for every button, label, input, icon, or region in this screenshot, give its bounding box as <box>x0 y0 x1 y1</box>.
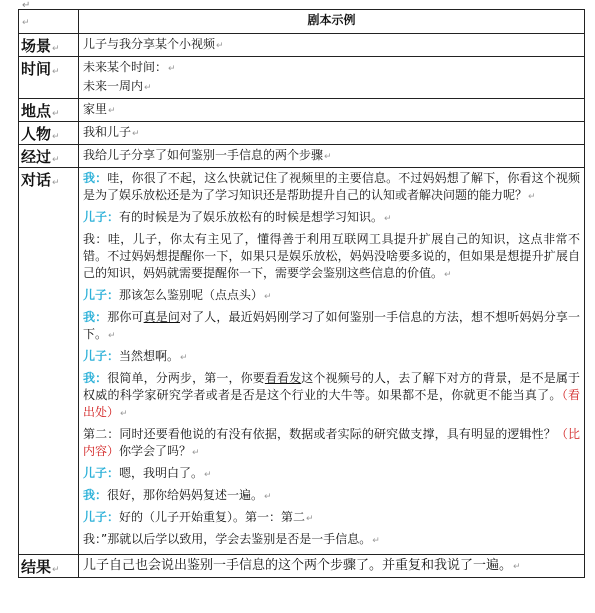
dialogue-text: 真是问 <box>143 310 180 324</box>
dialogue-line: 儿子：好的（儿子开始重复）。第一：第二↵ <box>83 510 314 524</box>
dialogue-text: 看看发 <box>264 371 302 385</box>
dialogue-line: 儿子：有的时候是为了娱乐放松有的时候是想学习知识。↵ <box>83 210 392 224</box>
speaker-label: 我： <box>83 371 108 385</box>
value-people: 我和儿子↵ <box>79 122 585 145</box>
value-result: 儿子自己也会说出鉴别一手信息的这个两个步骤了。并重复和我说了一遍。↵ <box>79 555 585 578</box>
paragraph-mark: ↵ <box>22 0 31 11</box>
label-result: 结果↵ <box>19 555 79 578</box>
row-process <box>19 145 585 168</box>
value-place: 家里↵ <box>79 99 585 122</box>
value-time: 未来某个时间：↵ 未来一周内↵ <box>79 57 585 99</box>
speaker-label: 我： <box>83 310 108 324</box>
speaker-label: 我： <box>83 488 108 502</box>
speaker-label: 我： <box>83 171 108 185</box>
dialogue-text: 哇，你很了不起，这么快就记住了视频里的主要信息。不过妈妈想了解下，你看这个视频是为了娱乐放松还是为了学习知识还是帮助提升自己的认知或者解决问题的能力呢？ <box>83 171 580 202</box>
dialogue-line: 我：很好，那你给妈妈复述一遍。↵ <box>83 488 272 502</box>
dialogue-line: 儿子：嗯，我明白了。↵ <box>83 466 212 480</box>
dialogue-text: 那该怎么鉴别呢（点点头） <box>119 288 264 302</box>
row-place <box>19 99 585 122</box>
header-left-cell: ↵ <box>19 10 79 34</box>
dialogue-text: 你学会了吗？ <box>119 444 192 458</box>
dialogue-text: 很简单，分两步，第一，你要 <box>107 371 265 385</box>
dialogue-text: 第二：同时还要看他说的有没有依据，数据或者实际的研究做支撑，具有明显的逻辑性？ <box>83 427 556 441</box>
dialogue-line: 我：哇，你很了不起，这么快就记住了视频里的主要信息。不过妈妈想了解下，你看这个视频是为了娱乐放松还是为了学习知识还是帮助提升自己的认知或者解决问题的能力呢？↵ <box>83 171 580 202</box>
dialogue-line: 我：那你可真是问对了人，最近妈妈刚学习了如何鉴别一手信息的方法，想不想听妈妈分享一下。↵ <box>83 310 580 341</box>
value-dialogue <box>79 168 585 555</box>
dialogue-text: 这个视频号的人，去了解下对方的背景，是不是属于权威的科学家研究学者或者是否是这个行业的大牛等。如果都不是，你就更不能当真了。 <box>83 371 580 402</box>
label-place: 地点↵ <box>19 99 79 122</box>
speaker-label: 儿子： <box>83 349 120 363</box>
highlight-note: （看出处） <box>83 388 580 419</box>
speaker-label: 儿子： <box>83 210 120 224</box>
row-scene <box>19 34 585 57</box>
label-time: 时间↵ <box>19 57 79 99</box>
label-people: 人物↵ <box>19 122 79 145</box>
dialogue-text: 我：哇，儿子，你太有主见了，懂得善于利用互联网工具提升扩展自己的知识，这点非常不错。不过妈妈想提醒你一下，如果只是娱乐放松，妈妈没啥要多说的，但如果是想提升扩展自己的知识，妈妈就需要提醒你一下，需要学会鉴别这些信息的价值。 <box>83 232 580 280</box>
dialogue-text: 那你可 <box>107 310 144 324</box>
script-table <box>18 9 585 578</box>
dialogue-line: 儿子：当然想啊。↵ <box>83 349 188 363</box>
header-title: 剧本示例 <box>79 10 585 34</box>
dialogue-text: 嗯，我明白了。 <box>119 466 204 480</box>
value-process: 我给儿子分享了如何鉴别一手信息的两个步骤↵ <box>79 145 585 168</box>
dialogue-line: 儿子：那该怎么鉴别呢（点点头）↵ <box>83 288 272 302</box>
label-scene: 场景↵ <box>19 34 79 57</box>
dialogue-line: 我：很简单，分两步，第一，你要看看发这个视频号的人，去了解下对方的背景，是不是属于权威的科学家研究学者或者是否是这个行业的大牛等。如果都不是，你就更不能当真了。（看出处）↵ <box>83 371 580 419</box>
dialogue-text: 很好，那你给妈妈复述一遍。 <box>107 488 264 502</box>
row-time <box>19 57 585 99</box>
dialogue-line: 我：哇，儿子，你太有主见了，懂得善于利用互联网工具提升扩展自己的知识，这点非常不错。不过妈妈想提醒你一下，如果只是娱乐放松，妈妈没啥要多说的，但如果是想提升扩展自己的知识，妈妈就需要提醒你一下，需要学会鉴别这些信息的价值。↵ <box>83 232 580 280</box>
speaker-label: 儿子： <box>83 510 120 524</box>
label-process: 经过↵ <box>19 145 79 168</box>
dialogue-line: 我：”那就以后学以致用，学会去鉴别是否是一手信息。↵ <box>83 532 380 546</box>
value-scene: 儿子与我分享某个小视频↵ <box>79 34 585 57</box>
dialogue-text: 好的（儿子开始重复）。第一：第二 <box>119 510 306 524</box>
dialogue-text: 当然想啊。 <box>119 349 180 363</box>
row-people <box>19 122 585 145</box>
row-dialogue <box>19 168 585 555</box>
dialogue-line: 第二：同时还要看他说的有没有依据，数据或者实际的研究做支撑，具有明显的逻辑性？（比内容）你学会了吗？↵ <box>83 427 580 458</box>
highlight-note: （比内容） <box>83 427 580 458</box>
dialogue-text: 我：”那就以后学以致用，学会去鉴别是否是一手信息。 <box>83 532 372 546</box>
dialogue-text: 有的时候是为了娱乐放松有的时候是想学习知识。 <box>119 210 384 224</box>
dialogue-text: 对了人，最近妈妈刚学习了如何鉴别一手信息的方法，想不想听妈妈分享一下。 <box>83 310 580 341</box>
speaker-label: 儿子： <box>83 466 120 480</box>
header-row <box>19 10 585 34</box>
row-result <box>19 555 585 578</box>
speaker-label: 儿子： <box>83 288 120 302</box>
label-dialogue: 对话↵ <box>19 168 79 555</box>
